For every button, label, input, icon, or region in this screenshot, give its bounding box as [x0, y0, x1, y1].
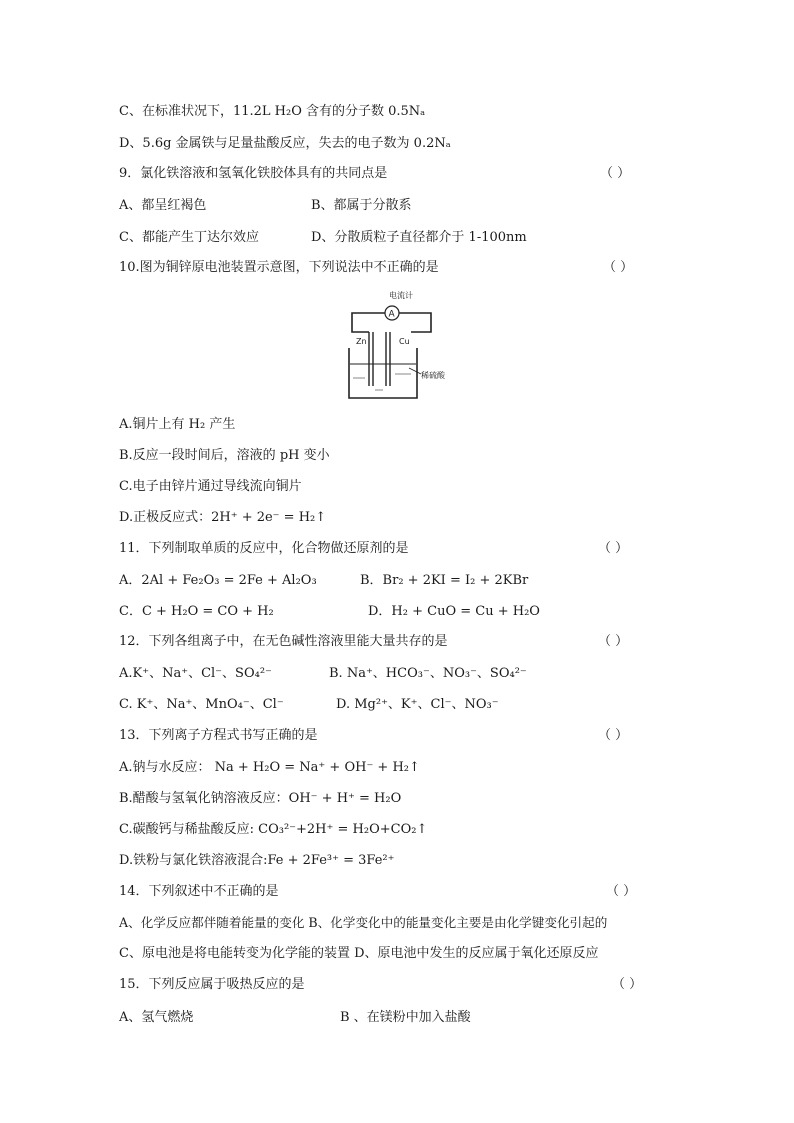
q8-option-d: D、5.6g 金属铁与足量盐酸反应，失去的电子数为 0.2Nₐ: [119, 136, 451, 151]
q8-option-c: C、在标准状况下，11.2L H₂O 含有的分子数 0.5Nₐ: [119, 104, 426, 119]
q15-answer-paren: （ ）: [612, 977, 643, 992]
q9-option-b: B、都属于分散系: [311, 198, 412, 213]
q9-stem: 9．氯化铁溶液和氢氧化铁胶体具有的共同点是: [119, 166, 388, 181]
q10-option-a: A.铜片上有 H₂ 产生: [119, 417, 236, 432]
q9-option-d: D、分散质粒子直径都介于 1-100nm: [311, 230, 527, 245]
q11-option-c: C．C + H₂O = CO + H₂: [119, 604, 274, 619]
q9-answer-paren: （ ）: [600, 166, 631, 181]
q10-option-d: D.正极反应式：2H⁺ + 2e⁻ = H₂↑: [119, 510, 327, 525]
q14-options-cd: C、原电池是将电能转变为化学能的装置 D、原电池中发生的反应属于氧化还原反应: [119, 946, 599, 961]
q14-answer-paren: （ ）: [606, 884, 637, 899]
solution-label: 稀硫酸: [421, 371, 445, 380]
right-wire: [399, 313, 431, 332]
q9-option-c: C、都能产生丁达尔效应: [119, 230, 259, 245]
zn-label: Zn: [356, 337, 367, 346]
q10-option-c: C.电子由锌片通过导线流向铜片: [119, 479, 302, 494]
q12-option-c: C. K⁺、Na⁺、MnO₄⁻、Cl⁻: [119, 697, 284, 712]
q12-option-a: A.K⁺、Na⁺、Cl⁻、SO₄²⁻: [119, 666, 272, 681]
q15-option-a: A、氢气燃烧: [119, 1010, 194, 1025]
q14-options-ab: A、化学反应都伴随着能量的变化 B、化学变化中的能量变化主要是由化学键变化引起的: [119, 915, 608, 930]
q13-stem: 13．下列离子方程式书写正确的是: [119, 728, 318, 743]
q13-option-c: C.碳酸钙与稀盐酸反应: CO₃²⁻+2H⁺ = H₂O+CO₂↑: [119, 822, 428, 837]
solution-leader: [409, 368, 421, 374]
q13-option-a: A.钠与水反应： Na + H₂O = Na⁺ + OH⁻ + H₂↑: [119, 760, 420, 775]
q12-stem: 12．下列各组离子中，在无色碱性溶液里能大量共存的是: [119, 634, 448, 649]
cu-label: Cu: [399, 337, 410, 346]
q11-option-a: A．2Al + Fe₂O₃ = 2Fe + Al₂O₃: [119, 573, 317, 588]
galvanic-cell-diagram: [345, 288, 455, 400]
left-wire: [352, 313, 385, 332]
meter-label: 电流计: [389, 291, 413, 300]
q15-option-b: B 、在镁粉中加入盐酸: [340, 1010, 471, 1025]
q12-option-b: B. Na⁺、HCO₃⁻、NO₃⁻、SO₄²⁻: [329, 666, 527, 681]
q12-answer-paren: （ ）: [598, 634, 629, 649]
galvanic-cell-svg: [345, 288, 455, 400]
q14-stem: 14．下列叙述中不正确的是: [119, 884, 279, 899]
q11-answer-paren: （ ）: [598, 541, 629, 556]
q10-stem: 10.图为铜锌原电池装置示意图，下列说法中不正确的是: [119, 260, 439, 275]
q11-option-d: D．H₂ + CuO = Cu + H₂O: [368, 604, 540, 619]
ammeter-symbol: A: [388, 309, 395, 320]
q12-option-d: D. Mg²⁺、K⁺、Cl⁻、NO₃⁻: [336, 697, 499, 712]
q13-answer-paren: （ ）: [598, 728, 629, 743]
beaker: [349, 348, 417, 398]
q9-option-a: A、都呈红褐色: [119, 198, 207, 213]
q13-option-d: D.铁粉与氯化铁溶液混合:Fe + 2Fe³⁺ = 3Fe²⁺: [119, 853, 395, 868]
q10-option-b: B.反应一段时间后，溶液的 pH 变小: [119, 448, 330, 463]
q11-stem: 11．下列制取单质的反应中，化合物做还原剂的是: [119, 541, 409, 556]
q13-option-b: B.醋酸与氢氧化钠溶液反应：OH⁻ + H⁺ = H₂O: [119, 791, 402, 806]
q11-option-b: B．Br₂ + 2KI = I₂ + 2KBr: [360, 573, 529, 588]
q10-answer-paren: （ ）: [603, 260, 634, 275]
q15-stem: 15．下列反应属于吸热反应的是: [119, 977, 305, 992]
